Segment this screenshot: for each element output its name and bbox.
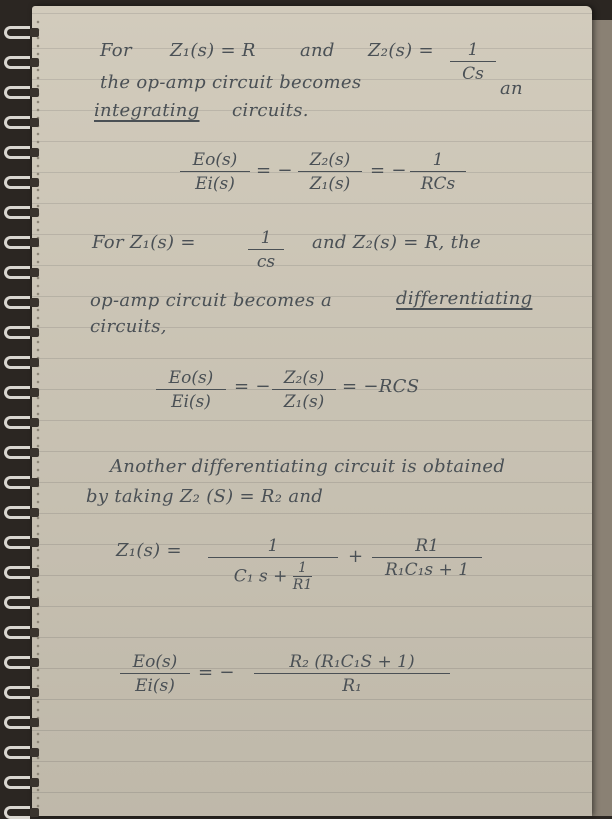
text-for: For bbox=[100, 40, 132, 61]
spiral-ring bbox=[4, 116, 38, 129]
eq4-rhs-den: R₁ bbox=[342, 676, 362, 696]
next-page-edge bbox=[592, 20, 612, 816]
eq3-lhs: Z₁(s) = bbox=[116, 540, 182, 561]
eq1-rhs-num: 1 bbox=[410, 150, 466, 172]
text-differentiating: differentiating bbox=[396, 288, 533, 309]
spiral-ring bbox=[4, 386, 38, 399]
text-by-taking: by taking Z₂ (S) = R₂ and bbox=[86, 486, 324, 507]
eq4-equals-minus: = − bbox=[198, 662, 235, 683]
spiral-ring bbox=[4, 56, 38, 69]
spiral-ring bbox=[4, 146, 38, 159]
spiral-ring bbox=[4, 506, 38, 519]
spiral-ring bbox=[4, 26, 38, 39]
text-circuits-2: circuits, bbox=[90, 316, 167, 337]
spiral-ring bbox=[4, 806, 38, 819]
eq1-equals-minus: = − bbox=[256, 160, 293, 181]
spiral-ring bbox=[4, 716, 38, 729]
eq2-rhs: = −RCS bbox=[342, 376, 420, 397]
text-op-amp-line: the op-amp circuit becomes bbox=[100, 72, 362, 93]
eq3-second-fraction bbox=[372, 536, 482, 580]
eq1-equals-minus-2: = − bbox=[370, 160, 407, 181]
spiral-ring bbox=[4, 446, 38, 459]
spiral-ring bbox=[4, 626, 38, 639]
eq3-f2-num: R1 bbox=[372, 536, 482, 558]
spiral-ring bbox=[4, 416, 38, 429]
fraction-numerator-2: 1 bbox=[248, 228, 284, 250]
fraction-1-over-cs-2 bbox=[248, 228, 284, 272]
eq3-first-fraction bbox=[208, 536, 338, 593]
spiral-ring bbox=[4, 476, 38, 489]
eq2-lhs-num: Eo(s) bbox=[156, 368, 226, 390]
eq2-mid-fraction bbox=[272, 368, 336, 412]
spiral-ring bbox=[4, 86, 38, 99]
text-and: and bbox=[300, 40, 335, 61]
eq1-mid-den: Z₁(s) bbox=[309, 174, 351, 194]
spiral-ring bbox=[4, 686, 38, 699]
text-for-z1: For Z₁(s) = bbox=[92, 232, 196, 253]
eq1-lhs-num: Eo(s) bbox=[180, 150, 250, 172]
fraction-denominator-2: cs bbox=[256, 252, 276, 272]
text-z2-equals: Z₂(s) = bbox=[368, 40, 434, 61]
text-op-amp-becomes-a: op-amp circuit becomes a bbox=[90, 290, 333, 311]
fraction-1-over-cs bbox=[450, 40, 496, 84]
spiral-ring bbox=[4, 596, 38, 609]
eq2-mid-num: Z₂(s) bbox=[272, 368, 336, 390]
eq2-lhs-den: Ei(s) bbox=[171, 392, 211, 412]
spiral-ring bbox=[4, 746, 38, 759]
fraction-numerator: 1 bbox=[450, 40, 496, 62]
eq4-lhs-num: Eo(s) bbox=[120, 652, 190, 674]
spiral-ring bbox=[4, 296, 38, 309]
eq3-plus: + bbox=[348, 546, 364, 567]
text-z1-equals-r: Z₁(s) = R bbox=[170, 40, 256, 61]
spiral-ring bbox=[4, 656, 38, 669]
eq3-nested-num: 1 bbox=[293, 560, 312, 577]
spiral-ring bbox=[4, 356, 38, 369]
spiral-ring bbox=[4, 236, 38, 249]
eq3-f2-den: R₁C₁s + 1 bbox=[384, 560, 470, 580]
text-circuits: circuits. bbox=[232, 100, 309, 121]
eq4-rhs-fraction bbox=[254, 652, 450, 696]
eq1-rhs-fraction bbox=[410, 150, 466, 194]
eq1-rhs-den: RCs bbox=[420, 174, 456, 194]
spiral-ring bbox=[4, 176, 38, 189]
spiral-ring bbox=[4, 536, 38, 549]
text-another-differentiating: Another differentiating circuit is obtained bbox=[110, 456, 506, 477]
text-and-z2-r-the: and Z₂(s) = R, the bbox=[312, 232, 481, 253]
eq2-equals-minus: = − bbox=[234, 376, 271, 397]
spiral-ring bbox=[4, 206, 38, 219]
eq4-rhs-num: R₂ (R₁C₁S + 1) bbox=[254, 652, 450, 674]
text-integrating: integrating bbox=[94, 100, 200, 121]
spiral-ring bbox=[4, 566, 38, 579]
eq3-nested-den: R1 bbox=[292, 577, 313, 593]
eq1-mid-num: Z₂(s) bbox=[298, 150, 362, 172]
fraction-denominator: Cs bbox=[462, 64, 484, 84]
eq3-f1-den-a: C₁ s + bbox=[233, 566, 288, 587]
eq2-lhs-fraction bbox=[156, 368, 226, 412]
eq2-mid-den: Z₁(s) bbox=[283, 392, 325, 412]
eq1-mid-fraction bbox=[298, 150, 362, 194]
spiral-binding bbox=[0, 0, 44, 816]
spiral-ring bbox=[4, 776, 38, 789]
text-an: an bbox=[500, 78, 523, 99]
eq3-f1-den bbox=[208, 558, 338, 593]
eq4-lhs-fraction bbox=[120, 652, 190, 696]
spiral-ring bbox=[4, 266, 38, 279]
eq1-lhs-fraction bbox=[180, 150, 250, 194]
eq3-f1-num: 1 bbox=[208, 536, 338, 558]
spiral-ring bbox=[4, 326, 38, 339]
eq3-nested-fraction bbox=[293, 560, 312, 593]
eq4-lhs-den: Ei(s) bbox=[135, 676, 175, 696]
eq1-lhs-den: Ei(s) bbox=[195, 174, 235, 194]
